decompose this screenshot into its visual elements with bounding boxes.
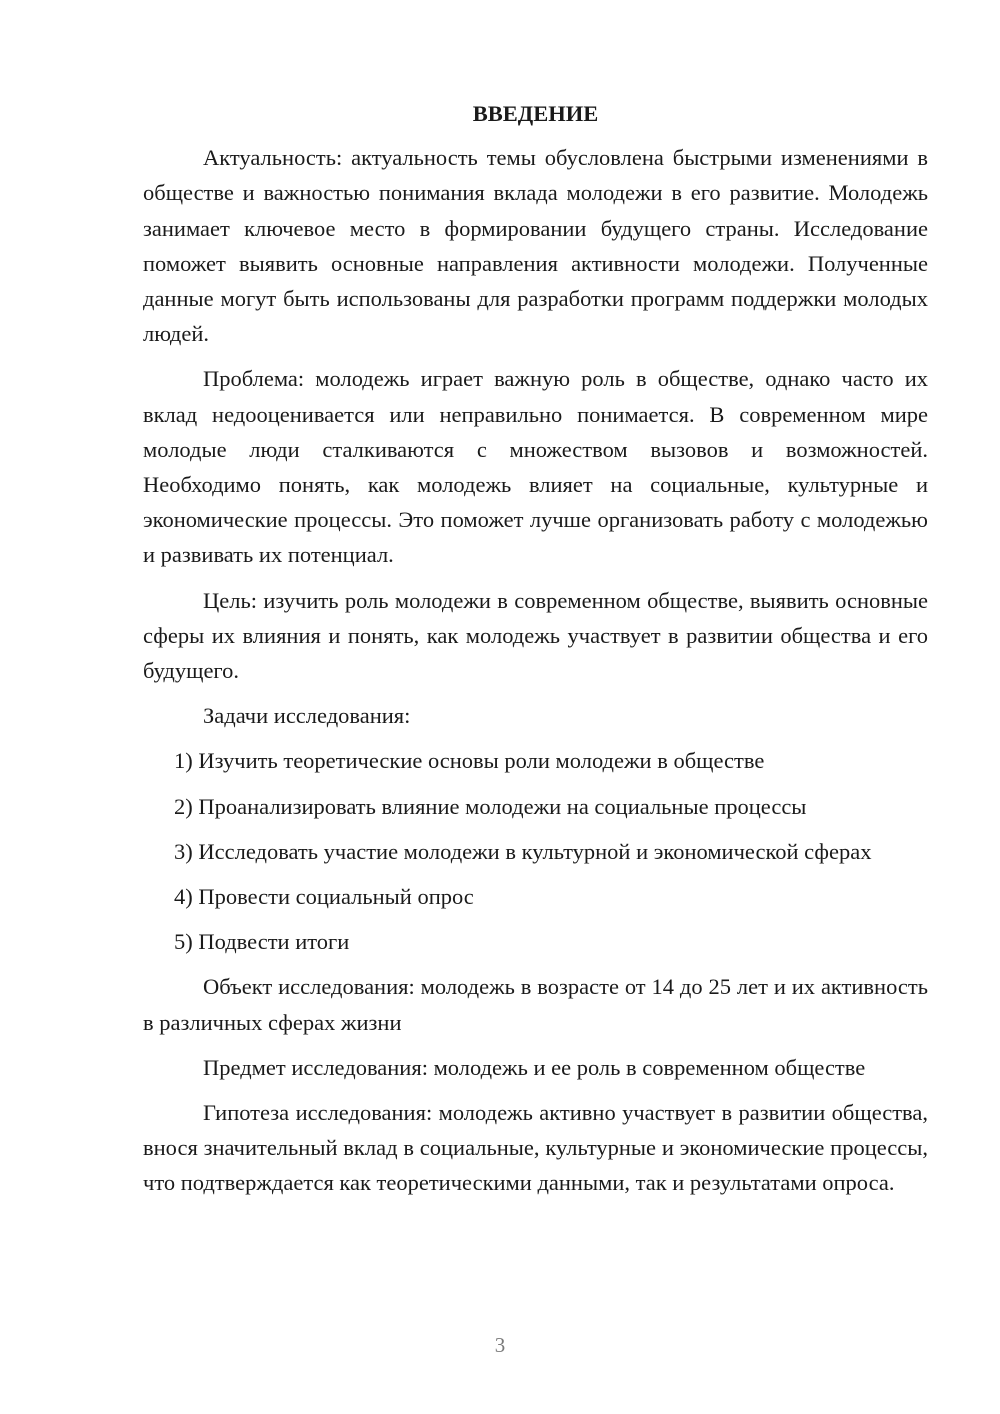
page-title: ВВЕДЕНИЕ <box>472 101 599 126</box>
task-item-1: 1) Изучить теоретические основы роли молодежи в обществе <box>174 748 765 774</box>
paragraph-object: Объект исследования: молодежь в возрасте от 14 до 25 лет и их активность в различных сферах жизни <box>143 974 928 1035</box>
task-item-5: 5) Подвести итоги <box>174 929 350 955</box>
paragraph-hypothesis: Гипотеза исследования: молодежь активно участвует в развитии общества, внося значительный вклад в социальные, культурные и экономические процессы, что подтверждается как теоретическими данными, так и результатами опроса. <box>143 1100 928 1196</box>
paragraph-goal: Цель: изучить роль молодежи в современном обществе, выявить основные сферы их влияния и понять, как молодежь участвует в развитии общества и его будущего. <box>143 587 928 684</box>
page-number: 3 <box>494 1333 506 1357</box>
task-item-3: 3) Исследовать участие молодежи в культурной и экономической сферах <box>174 838 872 864</box>
task-item-4: 4) Провести социальный опрос <box>174 884 474 910</box>
paragraph-subject: Предмет исследования: молодежь и ее роль в современном обществе <box>203 1054 866 1080</box>
tasks-heading: Задачи исследования: <box>203 703 411 729</box>
task-item-2: 2) Проанализировать влияние молодежи на социальные процессы <box>174 793 807 819</box>
paragraph-relevance: Актуальность: актуальность темы обусловлена быстрыми изменениями в обществе и важностью понимания вклада молодежи в его развитие. Молодежь занимает ключевое место в формировании будущего страны. Исследование поможет выявить основные направления активности молодежи. Полученные данные могут быть использованы для разработки программ поддержки молодых людей. <box>143 145 928 347</box>
document-page <box>143 96 928 1211</box>
paragraph-problem: Проблема: молодежь играет важную роль в обществе, однако часто их вклад недооценивается или неправильно понимается. В современном мире молодые люди сталкиваются с множеством вызовов и возможностей. Необходимо понять, как молодежь влияет на социальные, культурные и экономические процессы. Это поможет лучше организовать работу с молодежью и развивать их потенциал. <box>143 366 928 568</box>
